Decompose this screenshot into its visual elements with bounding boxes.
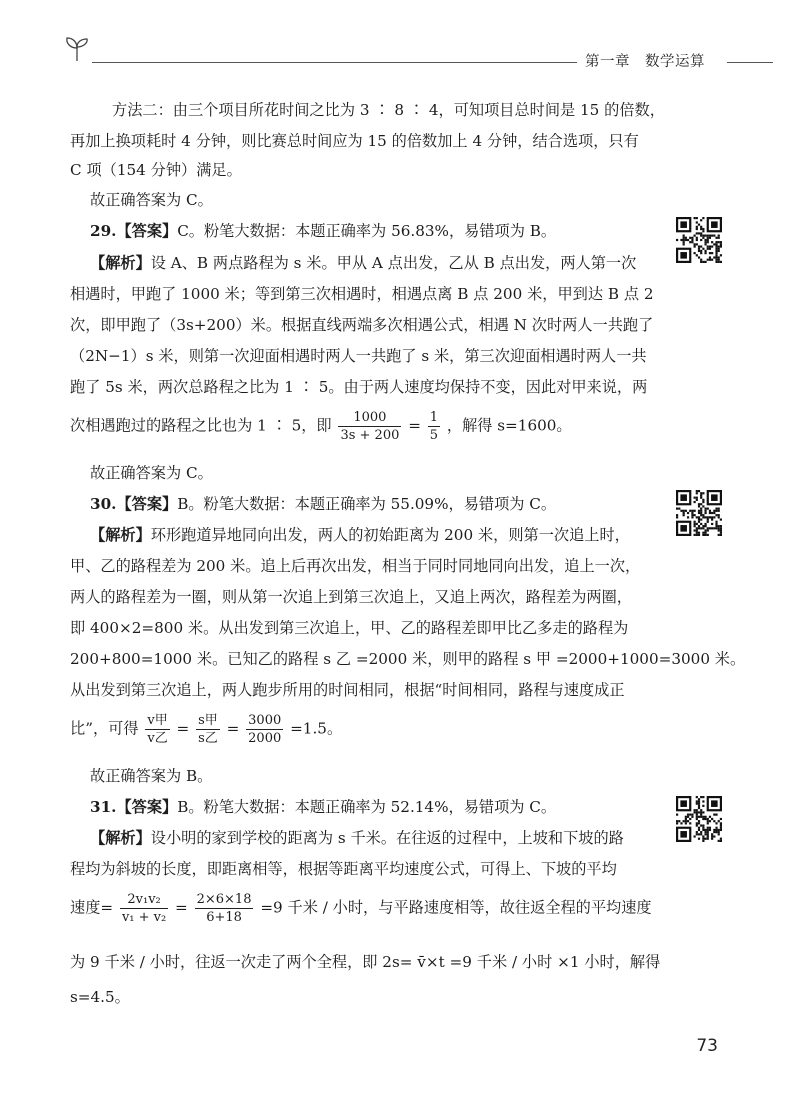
formula-lead: 比”，可得 — [70, 719, 139, 738]
question-number: 31. — [90, 798, 117, 816]
answer-line-29 — [90, 224, 556, 239]
answer-text: B。粉笔大数据：本题正确率为 55.09%，易错项为 C。 — [177, 495, 557, 513]
qr-code-icon[interactable] — [676, 796, 722, 842]
text-line: 次，即甲跑了（3s+200）米。根据直线两端多次相遇公式，相遇 N 次时两人一共跑了 — [70, 316, 654, 334]
text-line: 再加上换项耗时 4 分钟，则比赛总时间应为 15 的倍数加上 4 分钟，结合选项，只有 — [70, 132, 639, 150]
text-line: 为 9 千米 / 小时，往返一次走了两个全程，即 2s= v̄×t =9 千米 / 小时 ×1 小时，解得 — [70, 953, 661, 971]
equals-sign: = — [226, 719, 240, 738]
analysis-label: 【解析】 — [90, 526, 151, 544]
qr-code-icon[interactable] — [676, 490, 722, 536]
question-number: 30. — [90, 495, 117, 513]
chapter-title: 第一章 数学运算 — [585, 54, 705, 70]
fraction: $\frac{\text{2v₁v₂}}{\text{v₁ + v₂}}$ — [121, 892, 167, 925]
formula-lead: 次相遇跑过的路程之比也为 1 ∶ 5，即 — [70, 416, 332, 435]
text-line: 两人的路程差为一圈，则从第一次追上到第三次追上，又追上两次，路程差为两圈， — [70, 588, 632, 606]
equals-sign: = — [408, 416, 421, 435]
analysis-text: 设小明的家到学校的距离为 s 千米。在往返的过程中，上坡和下坡的路 — [150, 829, 624, 847]
analysis-text: 环形跑道异地同向出发，两人的初始距离为 200 米，则第一次追上时， — [150, 526, 630, 544]
formula-line-31 — [70, 893, 652, 924]
text-line: （2N−1）s 米，则第一次迎面相遇时两人一共跑了 s 米，第三次迎面相遇时两人一共 — [70, 347, 647, 365]
answer-text: C。粉笔大数据：本题正确率为 56.83%，易错项为 B。 — [177, 222, 557, 240]
leaf-logo-icon — [62, 36, 92, 62]
analysis-line — [90, 528, 630, 543]
answer-text: B。粉笔大数据：本题正确率为 52.14%，易错项为 C。 — [177, 798, 557, 816]
text-line: 相遇时，甲跑了 1000 米；等到第三次相遇时，相遇点离 B 点 200 米，甲到达 B 点 2 — [70, 285, 654, 303]
analysis-label: 【解析】 — [90, 829, 151, 847]
fraction: $\frac{\text{s甲}}{\text{s乙}}$ — [198, 713, 218, 746]
text-line: 200+800=1000 米。已知乙的路程 s 乙 =2000 米，则甲的路程 s 甲 =2000+1000=3000 米。 — [70, 650, 746, 668]
formula-tail: =9 千米 / 小时，与平路速度相等，故往返全程的平均速度 — [260, 898, 652, 917]
header-rule-right — [727, 62, 773, 63]
text-line: 从出发到第三次追上，两人跑步所用的时间相同，根据“时间相同，路程与速度成正 — [70, 681, 625, 699]
page-number: 73 — [696, 1036, 718, 1056]
answer-line-31 — [90, 800, 556, 815]
fraction: $\frac{1000}{3s + 200}$ — [340, 410, 400, 443]
text-line: 跑了 5s 米，两次总路程之比为 1 ∶ 5。由于两人速度均保持不变，因此对甲来说，两 — [70, 378, 648, 396]
formula-tail: =1.5。 — [290, 719, 343, 738]
fraction: $\frac{3000}{2000}$ — [248, 713, 282, 746]
formula-tail: ，解得 s=1600。 — [446, 416, 572, 435]
text-line: 程均为斜坡的长度，即距离相等，根据等距离平均速度公式，可得上、下坡的平均 — [70, 860, 617, 878]
text-line: 方法二：由三个项目所花时间之比为 3 ∶ 8 ∶ 4，可知项目总时间是 15 的倍数， — [112, 101, 665, 119]
equals-sign: = — [175, 898, 188, 917]
formula-lead: 速度= — [70, 898, 114, 917]
analysis-label: 【解析】 — [90, 254, 151, 272]
fraction: $\frac{2\times 6\times 18}{6+18}$ — [196, 892, 252, 925]
fraction: $\frac{1}{5}$ — [429, 410, 439, 443]
analysis-line — [90, 831, 624, 846]
conclusion: 故正确答案为 B。 — [90, 767, 213, 785]
answer-label: 【答案】 — [116, 798, 178, 816]
answer-line-30 — [90, 497, 556, 512]
conclusion: 故正确答案为 C。 — [90, 464, 213, 482]
answer-label: 【答案】 — [116, 495, 178, 513]
formula-line-29 — [70, 411, 572, 442]
header-rule-left — [92, 62, 577, 63]
text-line: s=4.5。 — [70, 988, 130, 1006]
analysis-line — [90, 256, 636, 271]
formula-line-30 — [70, 714, 342, 745]
equals-sign: = — [176, 719, 190, 738]
conclusion: 故正确答案为 C。 — [90, 191, 213, 209]
fraction: $\frac{\text{v甲}}{\text{v乙}}$ — [147, 713, 168, 746]
answer-label: 【答案】 — [116, 222, 178, 240]
question-number: 29. — [90, 222, 117, 240]
text-line: 甲、乙的路程差为 200 米。追上后再次出发，相当于同时同地同向出发，追上一次， — [70, 557, 641, 575]
text-line: 即 400×2=800 米。从出发到第三次追上，甲、乙的路程差即甲比乙多走的路程为 — [70, 619, 629, 637]
analysis-text: 设 A、B 两点路程为 s 米。甲从 A 点出发，乙从 B 点出发，两人第一次 — [150, 254, 637, 272]
qr-code-icon[interactable] — [676, 217, 722, 263]
text-line: C 项（154 分钟）满足。 — [70, 161, 242, 179]
